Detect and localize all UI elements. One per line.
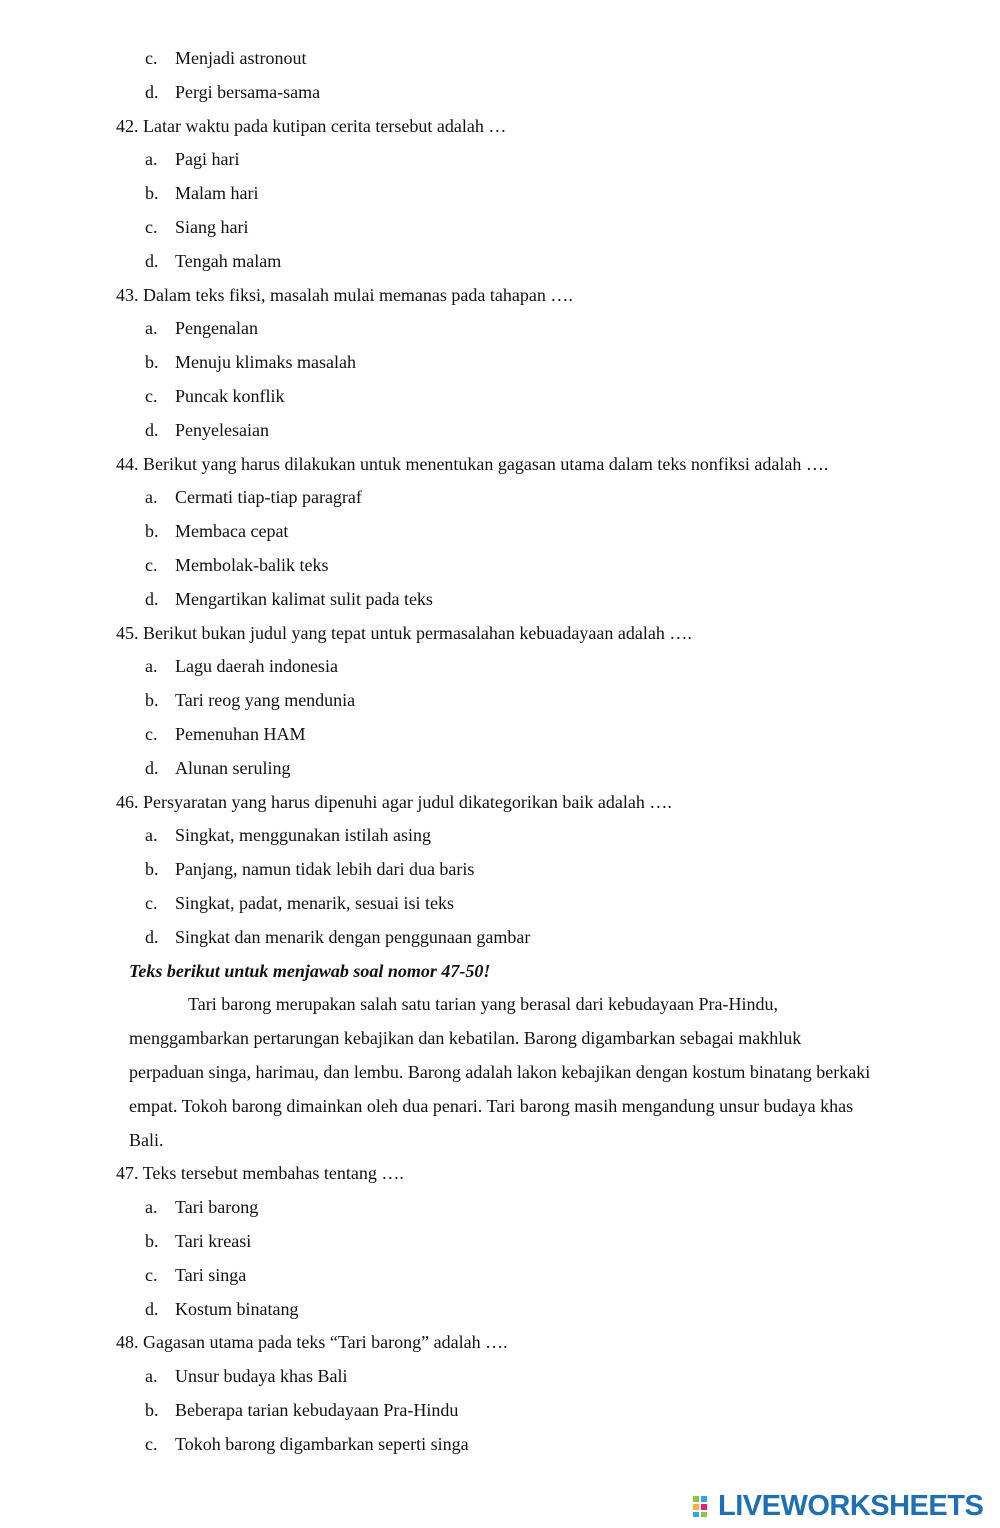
- option-letter: d.: [145, 757, 159, 778]
- section-heading-text: Teks berikut untuk menjawab soal nomor 47-50!: [129, 960, 491, 981]
- option-text: Tengah malam: [175, 250, 282, 271]
- option-letter: c.: [145, 48, 158, 68]
- answer-option: [0, 1258, 1000, 1292]
- paragraph-text: perpaduan singa, harimau, dan lembu. Barong adalah lakon kebajikan dengan kostum binatang berkaki: [129, 1062, 871, 1082]
- option-text: Lagu daerah indonesia: [175, 656, 338, 677]
- answer-option: [0, 1224, 1000, 1258]
- answer-option: [0, 852, 1000, 886]
- paragraph-text: Bali.: [129, 1129, 164, 1150]
- option-letter: d.: [145, 81, 159, 102]
- option-letter: d.: [145, 419, 159, 440]
- answer-option: [0, 413, 1000, 447]
- reading-paragraph-line: [0, 987, 1000, 1021]
- question: [0, 447, 1000, 481]
- answer-option: [0, 717, 1000, 751]
- option-letter: c.: [145, 555, 158, 575]
- answer-option: [0, 379, 1000, 413]
- option-text: Kostum binatang: [175, 1298, 299, 1319]
- option-text: Pergi bersama-sama: [175, 81, 321, 102]
- answer-option: [0, 75, 1000, 109]
- question-text: 47. Teks tersebut membahas tentang ….: [116, 1163, 404, 1184]
- question: [0, 278, 1000, 312]
- question-text: 43. Dalam teks fiksi, masalah mulai memanas pada tahapan ….: [116, 284, 573, 305]
- answer-option: [0, 176, 1000, 210]
- option-letter: c.: [145, 1264, 158, 1285]
- question-text: 45. Berikut bukan judul yang tepat untuk permasalahan kebuadayaan adalah ….: [116, 622, 692, 643]
- answer-option: [0, 142, 1000, 176]
- option-letter: b.: [145, 859, 159, 880]
- question-text: 46. Persyaratan yang harus dipenuhi agar judul dikategorikan baik adalah ….: [116, 791, 672, 812]
- option-letter: b.: [145, 690, 159, 711]
- question: [0, 109, 1000, 143]
- option-text: Tokoh barong digambarkan seperti singa: [175, 1433, 469, 1454]
- option-text: Puncak konflik: [175, 386, 285, 406]
- option-letter: b.: [145, 521, 159, 542]
- question-text: 42. Latar waktu pada kutipan cerita tersebut adalah …: [116, 115, 507, 136]
- question: [0, 1325, 1000, 1359]
- option-text: Mengartikan kalimat sulit pada teks: [175, 588, 433, 609]
- option-text: Pengenalan: [175, 318, 258, 339]
- option-letter: d.: [145, 926, 159, 947]
- answer-option: [0, 582, 1000, 616]
- option-text: Singkat dan menarik dengan penggunaan gambar: [175, 926, 531, 947]
- option-text: Membolak-balik teks: [175, 555, 329, 575]
- option-text: Menuju klimaks masalah: [175, 352, 356, 373]
- option-letter: a.: [145, 1366, 158, 1387]
- answer-option: [0, 1190, 1000, 1224]
- answer-option: [0, 210, 1000, 244]
- option-letter: b.: [145, 1400, 159, 1420]
- answer-option: [0, 649, 1000, 683]
- option-letter: b.: [145, 1231, 159, 1251]
- answer-option: [0, 244, 1000, 278]
- answer-option: [0, 1292, 1000, 1326]
- question: [0, 785, 1000, 819]
- question: [0, 616, 1000, 650]
- question-text: 44. Berikut yang harus dilakukan untuk menentukan gagasan utama dalam teks nonfiksi adalah ….: [116, 453, 829, 474]
- option-letter: c.: [145, 893, 158, 913]
- reading-paragraph-line: [0, 1021, 1000, 1055]
- paragraph-text: empat. Tokoh barong dimainkan oleh dua penari. Tari barong masih mengandung unsur budaya khas: [129, 1095, 854, 1116]
- option-text: Tari kreasi: [175, 1231, 252, 1251]
- reading-paragraph-line: [0, 1089, 1000, 1123]
- question: [0, 1156, 1000, 1190]
- option-letter: d.: [145, 588, 159, 609]
- option-letter: a.: [145, 825, 158, 846]
- option-text: Membaca cepat: [175, 521, 289, 542]
- answer-option: [0, 818, 1000, 852]
- reading-paragraph-line: [0, 1123, 1000, 1157]
- liveworksheets-logo: [692, 1486, 983, 1526]
- option-text: Siang hari: [175, 217, 249, 237]
- option-text: Tari singa: [175, 1264, 247, 1285]
- option-letter: c.: [145, 1433, 158, 1454]
- question-text: 48. Gagasan utama pada teks “Tari barong” adalah ….: [116, 1332, 508, 1353]
- reading-paragraph-line: [0, 1055, 1000, 1089]
- answer-option: [0, 751, 1000, 785]
- option-text: Tari reog yang mendunia: [175, 690, 356, 711]
- option-letter: a.: [145, 149, 158, 170]
- option-text: Alunan seruling: [175, 757, 291, 778]
- option-text: Malam hari: [175, 183, 259, 204]
- option-letter: a.: [145, 656, 158, 677]
- answer-option: [0, 548, 1000, 582]
- liveworksheets-logo-text: LIVEWORKSHEETS: [718, 1489, 984, 1522]
- answer-option: [0, 1359, 1000, 1393]
- option-letter: d.: [145, 1298, 159, 1319]
- option-letter: b.: [145, 352, 159, 373]
- option-text: Pagi hari: [175, 149, 240, 170]
- option-text: Unsur budaya khas Bali: [175, 1366, 348, 1387]
- answer-option: [0, 311, 1000, 345]
- option-letter: c.: [145, 386, 158, 406]
- option-text: Beberapa tarian kebudayaan Pra-Hindu: [175, 1400, 459, 1420]
- option-text: Cermati tiap-tiap paragraf: [175, 487, 362, 508]
- option-text: Menjadi astronout: [175, 48, 307, 68]
- option-text: Singkat, padat, menarik, sesuai isi teks: [175, 893, 454, 913]
- option-text: Singkat, menggunakan istilah asing: [175, 825, 431, 846]
- answer-option: [0, 1427, 1000, 1461]
- answer-option: [0, 41, 1000, 75]
- liveworksheets-logo-icon: [692, 1494, 716, 1518]
- option-letter: c.: [145, 724, 158, 744]
- option-text: Penyelesaian: [175, 419, 269, 440]
- paragraph-text: Tari barong merupakan salah satu tarian yang berasal dari kebudayaan Pra-Hindu,: [188, 994, 779, 1015]
- answer-option: [0, 514, 1000, 548]
- section-heading: [0, 954, 1000, 988]
- option-text: Pemenuhan HAM: [175, 724, 306, 744]
- option-letter: c.: [145, 217, 158, 237]
- option-text: Panjang, namun tidak lebih dari dua baris: [175, 859, 475, 880]
- answer-option: [0, 1393, 1000, 1427]
- paragraph-text: menggambarkan pertarungan kebajikan dan kebatilan. Barong digambarkan sebagai makhluk: [129, 1028, 802, 1049]
- answer-option: [0, 920, 1000, 954]
- answer-option: [0, 345, 1000, 379]
- option-letter: a.: [145, 1197, 158, 1218]
- option-letter: d.: [145, 250, 159, 271]
- answer-option: [0, 886, 1000, 920]
- answer-option: [0, 683, 1000, 717]
- option-text: Tari barong: [175, 1197, 259, 1218]
- option-letter: a.: [145, 318, 158, 339]
- option-letter: a.: [145, 487, 158, 508]
- answer-option: [0, 480, 1000, 514]
- option-letter: b.: [145, 183, 159, 204]
